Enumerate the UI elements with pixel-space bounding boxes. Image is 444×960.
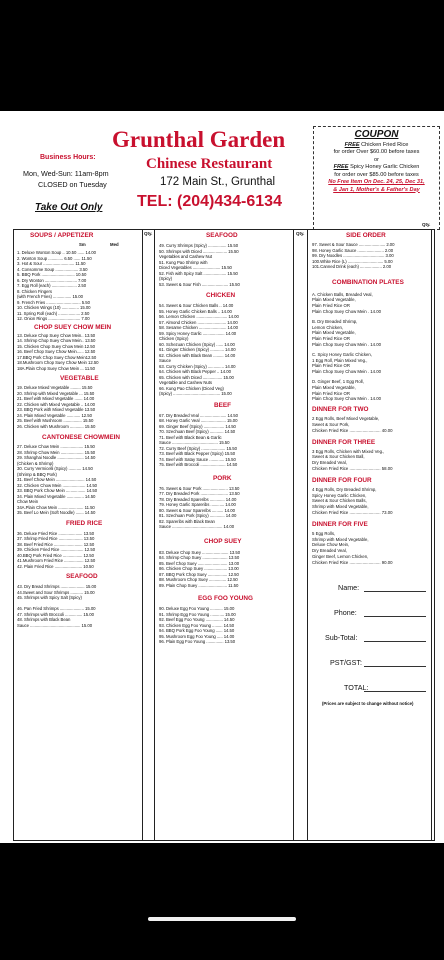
menu-item: Sauce ............................................ 14.00	[159, 524, 235, 529]
section-title: SOUPS / APPETIZER	[30, 232, 94, 239]
combo-line: A. Chicken Balls, Breaded Veal,	[312, 291, 373, 297]
menu-item: 49. Curry Shrimps (Spicy) ................ 15.50	[159, 243, 239, 248]
combo-line: Plain Chop Suey Chow Mein . 14.00	[312, 396, 382, 402]
section-title: DINNER FOR FOUR	[312, 476, 372, 484]
coupon-offer-1-cond: for order Over $60.00 before taxes	[333, 149, 420, 156]
menu-item: 66. Kung Pao Chicken (Diced Veg)	[159, 385, 224, 391]
menu-item: 6. Dry Wonton ............................ 7.00	[17, 277, 87, 283]
menu-item: 58. Sesame Chicken ........................ 14.00	[159, 325, 238, 330]
menu-item: 53. Sweet & Sour Fish ....................... 15.50	[159, 281, 240, 287]
menu-item: 39. Chicken Fried Rice .................... 12.50	[17, 547, 96, 552]
menu-item: 26. Chicken with Mushroom ............ 15.50	[17, 423, 96, 429]
menu-item: 63. Curry Chicken (Spicy) .............. 14.00	[159, 363, 236, 369]
menu-grid	[13, 222, 435, 841]
menu-item: 44.Sweet and Sour Shrimps ........... 15.00	[17, 589, 95, 595]
restaurant-name: Grunthal Garden	[112, 127, 286, 152]
combo-line: Plain Fried Rice OR	[312, 390, 350, 396]
menu-item: 23. BBQ Pork with Mixed Vegetable 13.50	[17, 407, 96, 412]
menu-item: 64. Chicken with Black Pepper .. 14.00	[159, 369, 231, 374]
menu-item: 78. Dry Breaded Spareribs ............. 14.00	[159, 496, 237, 502]
takeout-only: Take Out Only	[35, 202, 103, 213]
menu-item: 5. BBQ Pork ............................. 10.50	[17, 272, 87, 277]
menu-item: 82. Spareribs with Black Bean	[159, 518, 215, 524]
dinner-line: Chicken Fried Rice .......................... 58.00	[312, 465, 393, 471]
menu-item: 41.Mushroom Fried Rice ................. 12.50	[17, 558, 96, 563]
menu-item: Diced Vegetables ........................ 15.50	[159, 265, 232, 270]
coupon-offer-1: FREE Chicken Fried Rice	[344, 142, 409, 148]
menu-item: 97. Sweet & Sour Sauce ....................... 2.00	[312, 242, 395, 247]
menu-item: 7. Egg Roll (each) ...................... 2.50	[17, 283, 87, 288]
section-title: CHOP SUEY	[204, 537, 242, 545]
form-total-label: TOTAL:	[344, 682, 369, 692]
coupon-box	[313, 126, 440, 230]
menu-item: 57. Almond Chicken ......................... 14.00	[159, 319, 238, 325]
menu-item: 34. Plain Mixed Vegetable ............... 14.50	[17, 493, 96, 499]
menu-item: 76. Sweet & Sour Pork ...................... 13.50	[159, 485, 240, 491]
menu-item: 68. Honey Garlic Veal ...................... 15.00	[159, 418, 238, 423]
menu-item: 71. Beef with Black Bean & Garlic	[159, 434, 222, 440]
menu-item: 13. Deluxe Chop Suey Chow Mein.. 13.50	[17, 332, 96, 338]
menu-item: 72. Curry Beef (Spicy) ..................... 15.50	[159, 445, 237, 451]
menu-item: 91. Shrimp Egg Foo Young ............ 15.00	[159, 611, 236, 617]
menu-item: 85. Beef Chop Suey .......................... 13.00	[159, 560, 240, 566]
menu-item: 59. Spicy Honey Garlic ................... 14.00	[159, 330, 237, 336]
menu-item: Sauce ............................................ 15.00	[17, 622, 93, 628]
menu-item: 60. Schezuan Chicken (Spicy) ...... 14.00	[159, 341, 235, 347]
hours-line-1: Mon, Wed-Sun: 11am-8pm	[23, 169, 109, 178]
section-title: COMBINATION PLATES	[332, 278, 404, 286]
dinner-line: Spicy Honey Garlic Chicken,	[312, 492, 367, 498]
qty-header: Qty.	[422, 222, 431, 227]
section-title: SEAFOOD	[206, 232, 238, 239]
combo-line: Lemon Chicken,	[312, 324, 344, 330]
menu-item: 79. Honey Garlic Spareribs ............ 14.00	[159, 502, 236, 507]
menu-item: 3. Hot & Sour ........................... 11.50	[17, 261, 86, 266]
menu-item: 95. Mushroom Egg Foo Young ..... 14.00	[159, 633, 235, 639]
dinner-line: Chicken Fried Rice .......................... 90.00	[312, 559, 393, 565]
form-name-line	[364, 591, 426, 592]
menu-item: 47. Shrimps with Broccoli ............... 15.00	[17, 611, 94, 617]
combo-line: C. Spicy Honey Garlic Chicken,	[312, 351, 372, 357]
hours-line-2: CLOSED on Tuesday	[38, 180, 107, 189]
menu-item: 18.Mushroom Chop Suey Chow Mein 12.50	[17, 360, 99, 365]
form-tax-label: PST/GST:	[330, 657, 362, 667]
menu-item: 27. Deluxe Chow Mein .................... 15.50	[17, 444, 95, 449]
menu-item: 96. Plain Egg Foo Young ............... 13.50	[159, 639, 236, 644]
menu-item: Chicken (Spicy)	[159, 336, 189, 341]
menu-item: 81. Szechuan Pork (Spicy) ............. 14.00	[159, 513, 237, 518]
menu-item: Sauce ........................................ 15.50	[159, 440, 230, 445]
form-name-label: Name:	[338, 582, 360, 592]
dinner-line: Dry Breaded Veal,	[312, 548, 347, 554]
menu-item: 8. Chicken Fingers	[17, 288, 52, 294]
menu-item: Chow Mein	[17, 499, 39, 504]
restaurant-phone: TEL: (204)434-6134	[137, 193, 282, 210]
dinner-line: 2 Egg Rolls, Beef Mixed Vegetable,	[312, 416, 380, 422]
menu-item: 10. Chicken Wings (10) ............... 15.00	[17, 305, 91, 310]
menu-item: 22. Chicken with Mixed Vegetable .. 14.00	[17, 401, 95, 407]
combo-line: Plain Fried Rice OR	[312, 363, 350, 369]
menu-item: (Chicken & Shrimp)	[17, 460, 54, 466]
menu-item: 24. Plain Mixed Vegetable ............ 12.50	[17, 412, 92, 418]
form-subtotal-line	[364, 641, 426, 642]
size-medium: Med	[110, 242, 119, 247]
menu-item: 86. Chicken Chop Suey .................... 13.00	[159, 566, 239, 571]
menu-item: 90. Deluxe Egg Foo Young ........... 15.00	[159, 606, 235, 611]
menu-item: 83. Deluxe Chop Suey ....................... 13.50	[159, 549, 241, 555]
hours-heading: Business Hours:	[40, 154, 96, 161]
section-title: CHOP SUEY CHOW MEIN	[34, 323, 112, 331]
qty-header: Qty.	[296, 231, 305, 236]
menu-item: 61. Ginger Chicken (Spicy) ............ 14.00	[159, 347, 236, 352]
restaurant-address: 172 Main St., Grunthal	[160, 176, 276, 188]
menu-item: 77. Dry Breaded Pork ........................ 13.50	[159, 491, 240, 496]
menu-item: 52. Fish with Spicy Salt .................... 15.50	[159, 270, 238, 276]
menu-item: 29. Shanghai Noodle ....................... 14.50	[17, 455, 96, 460]
menu-item: 80. Sweet & Sour Spareribs .......... 14.00	[159, 507, 235, 513]
menu-item: 30. Curry Vermicelli (Spicy) ........... 14.50	[17, 466, 93, 471]
menu-item: 35. Beef Lo Mein (Soft Noodle) ....... 14.50	[17, 510, 96, 515]
section-title: SEAFOOD	[66, 573, 98, 580]
menu-item: 100.White Rice (L) ............................... 5.00	[312, 258, 393, 264]
price-footnote: (Prices are subject to change without notice)	[322, 700, 414, 706]
section-title: PORK	[213, 474, 232, 482]
menu-item: 12. Onion Rings ............................ 7.00	[17, 316, 90, 321]
menu-item: 98. Honey Garlic Sauce ....................... 2.00	[312, 247, 394, 253]
combo-line: Plain Chop Suey Chow Mein . 14.00	[312, 308, 382, 314]
combo-line: B. Dry Breaded Shrimp,	[312, 318, 358, 324]
combo-line: Plain Chop Suey Chow Mein . 14.00	[312, 341, 382, 347]
section-title: DINNER FOR TWO	[312, 406, 369, 414]
dinner-line: 5 Egg Rolls,	[312, 530, 336, 536]
home-indicator[interactable]	[148, 917, 296, 921]
coupon-note-1: No Free Item On Dec. 24, 25, Dec 31,	[328, 179, 425, 186]
menu-item: 54. Sweet & Sour Chicken Balls .. 14.00	[159, 303, 234, 308]
section-title: CANTONESE CHOWMEIN	[42, 434, 120, 441]
menu-item: 88. Mushroom Chop Suey ............... 12.50	[159, 577, 238, 582]
menu-item: 56. Lemon Chicken ........................... 14.00	[159, 314, 239, 319]
menu-item: 99. Dry Noodles .................................... 3.00	[312, 253, 394, 258]
menu-item: 75. Beef with Broccoli ...................... 14.50	[159, 462, 238, 467]
section-title: CHICKEN	[206, 292, 236, 299]
menu-item: Vegetable and Cashew Nuts	[159, 380, 212, 385]
combo-line: Plain Mixed Vegetable,	[312, 297, 356, 303]
form-phone-label: Phone:	[334, 607, 357, 617]
menu-item: 1. Deluxe Wonton Soup .. 10.50 ...... 14.00	[17, 250, 96, 255]
menu-item: 20. Shrimp with Mixed Vegetable ... 15.50	[17, 390, 95, 396]
menu-item: 15. Chicken Chop Suey Chow Mein 12.50	[17, 343, 95, 349]
menu-item: 50. Shrimps with Diced ..................... 15.50	[159, 248, 239, 254]
menu-item: 38. Beef Fried Rice ......................... 12.50	[17, 541, 95, 547]
dinner-line: Sweet & Sour Chicken Balls,	[312, 498, 367, 504]
coupon-or: or	[374, 156, 379, 163]
menu-item: (with French Fries) ................ 15.00	[17, 294, 83, 299]
menu-item: 46. Pan Fried Shrimps ..................... 15.00	[17, 606, 96, 611]
dinner-line: Sweet & Sour Chicken Ball,	[312, 454, 365, 460]
dinner-line: Shrimp with Mixed Vegetable,	[312, 504, 369, 510]
menu-item: 11. Spring Roll (each) ................... 2.50	[17, 310, 90, 316]
menu-item: 32. Chicken Chow Mein .................... 14.50	[17, 482, 97, 488]
menu-item: 17.BBQ Pork Chop Suey Chow Mein12.50	[17, 354, 97, 360]
menu-item: 21. Beef with Mixed Vegetable ....... 14.00	[17, 396, 95, 401]
section-title: BEEF	[214, 401, 232, 409]
qty-header: Qty.	[144, 231, 153, 236]
menu-item: 42. Plain Fried Rice ........................ 10.50	[17, 563, 94, 569]
form-tax-line	[364, 666, 426, 667]
menu-item: 25. Beef with Mushroom ................ 15.50	[17, 418, 94, 423]
menu-item: 31. Beef Chow Mein ......................... 14.50	[17, 477, 97, 482]
menu-item: 2. Wonton Soup ............. 6.50 ...... 11.50	[17, 255, 92, 261]
dinner-line: Shrimp with Mixed Vegetable,	[312, 536, 369, 542]
section-title: DINNER FOR THREE	[312, 438, 376, 446]
form-phone-line	[364, 616, 426, 617]
restaurant-subtitle: Chinese Restaurant	[146, 156, 273, 172]
menu-item: Vegetables and Cashew Nut	[159, 254, 212, 259]
menu-item: 40.BBQ Pork Fried Rice ................. 12.50	[17, 552, 94, 558]
coupon-heading: COUPON	[354, 129, 399, 140]
menu-item: 87. BBQ Pork Chop Suey ................. 12.50	[159, 571, 239, 577]
dinner-line: 3 Egg Rolls, Chicken with Mixed Veg.,	[312, 448, 385, 454]
form-subtotal-label: Sub-Total:	[325, 632, 358, 642]
menu-item: 92. Beef Egg Foo Young ............... 14.50	[159, 617, 235, 622]
menu-item: 94. BBQ Pork Egg Foo Young ...... 14.50	[159, 628, 235, 633]
menu-item: 48. Shrimps with Black Bean	[17, 617, 71, 622]
menu-item: Sauce	[159, 358, 171, 363]
combo-line: Plain Mixed Vegetable,	[312, 384, 356, 390]
coupon-offer-2: FREE Spicy Honey Garlic Chicken	[333, 164, 420, 171]
section-title: DINNER FOR FIVE	[312, 520, 368, 528]
dinner-line: Dry Breaded Veal,	[312, 460, 347, 466]
coupon-offer-2-cond: for order over $85.00 before taxes	[334, 171, 419, 178]
column-2-qty	[294, 230, 308, 840]
combo-line: 1 Egg Roll, Plain Mixed Veg.,	[312, 357, 368, 363]
dinner-line: Deluxe Chow Mein,	[312, 542, 350, 548]
menu-item: 62. Chicken with Black Bean ......... 14.00	[159, 352, 236, 358]
menu-item: 69. Ginger Beef (Spicy) .................. 14.50	[159, 423, 236, 429]
menu-item: 89. Plain Chop Suey ......................... 11.50	[159, 582, 239, 588]
size-small: Sm	[79, 242, 86, 247]
menu-item: 84. Shrimp Chop Suey ...................... 13.50	[159, 555, 240, 560]
menu-item: 67. Dry Breaded Veal ....................... 14.50	[159, 412, 238, 418]
menu-item: 36. Deluxe Fried Rice ..................... 13.50	[17, 530, 95, 536]
menu-item: 14. Shrimp Chop Suey Chow Mein.. 13.50	[17, 338, 96, 343]
menu-item: 34A.Plain Chow Mein ...................... 11.50	[17, 504, 95, 510]
menu-item: 65. Chicken with Diced ................. 15.00	[159, 374, 234, 380]
coupon-note-2: & Jan 1, Mother's & Father's Day	[333, 186, 420, 193]
dinner-line: Chicken Fried Rice .......................... 40.00	[312, 427, 393, 433]
menu-item: 33. BBQ Pork Chow Mein ................. 14.50	[17, 488, 98, 493]
menu-item: 74. Beef with Satay Sauce ............. 15.50	[159, 456, 236, 462]
dinner-line: Ginger Beef, Lemon Chicken,	[312, 553, 369, 559]
menu-item: 51. Kung Pao Shrimp with	[159, 259, 208, 265]
combo-line: D. Ginger Beef, 1 Egg Roll,	[312, 378, 364, 384]
menu-item: 4. Consomme Soup .................... 3.50	[17, 266, 88, 272]
menu-item: 93. Chicken Egg Foo Young ......... 14.50	[159, 622, 235, 628]
menu-item: 28. Shrimp Chow Mein .................... 15.50	[17, 449, 96, 455]
menu-page	[0, 111, 444, 843]
form-total-line	[364, 691, 426, 692]
section-title: FRIED RICE	[66, 519, 103, 527]
menu-item: 70. Szechuan Beef (Spicy) ............ 14.50	[159, 429, 236, 434]
menu-item: 37. Shrimp Fried Rice ..................... 13.50	[17, 536, 95, 541]
dinner-line: 4 Egg Rolls, Dry Breaded Shrimp,	[312, 486, 377, 492]
dinner-line: Sweet & Sour Pork,	[312, 421, 350, 427]
menu-item: (Spicy) ......................................... 15.00	[159, 391, 232, 396]
section-title: EGG FOO YOUNG	[198, 595, 253, 602]
section-title: VEGETABLE	[60, 375, 99, 382]
menu-item: 19. Deluxe Mixed Vegetable ......... 15.50	[17, 385, 93, 390]
menu-item: 18A.Plain Chop Suey Chow Mein ... 11.50	[17, 365, 95, 371]
menu-item: 43. Dry Bread Shrimps ..................... 15.00	[17, 584, 97, 589]
combo-line: Plain Chop Suey Chow Mein . 14.00	[312, 369, 382, 375]
menu-item: 45. Shrimps with Spicy Salt (Spicy)	[17, 595, 82, 600]
menu-item: 73. Beef with Black Pepper (Spicy) 15.50	[159, 451, 236, 456]
menu-item: 101.Canned Drink (each) ................... 2.00	[312, 264, 392, 269]
dinner-line: Chicken Fried Rice .......................... 73.00	[312, 509, 393, 515]
menu-item: 9. French Fries .............................. 5.50	[17, 299, 90, 305]
combo-line: Plain Fried Rice OR	[312, 336, 350, 342]
column-1-qty	[143, 230, 155, 840]
menu-item: 55. Honey Garlic Chicken Balls .. 14.00	[159, 308, 232, 314]
menu-item: (Spicy)	[159, 276, 173, 281]
combo-line: Plain Mixed Vegetable,	[312, 330, 356, 336]
menu-item: 16. Beef Chop Suey Chow Mein...... 12.50	[17, 349, 96, 354]
section-title: SIDE ORDER	[346, 232, 386, 239]
menu-item: (Shrimp & BBQ Pork)	[17, 471, 57, 477]
combo-line: Plain Fried Rice OR	[312, 303, 350, 309]
